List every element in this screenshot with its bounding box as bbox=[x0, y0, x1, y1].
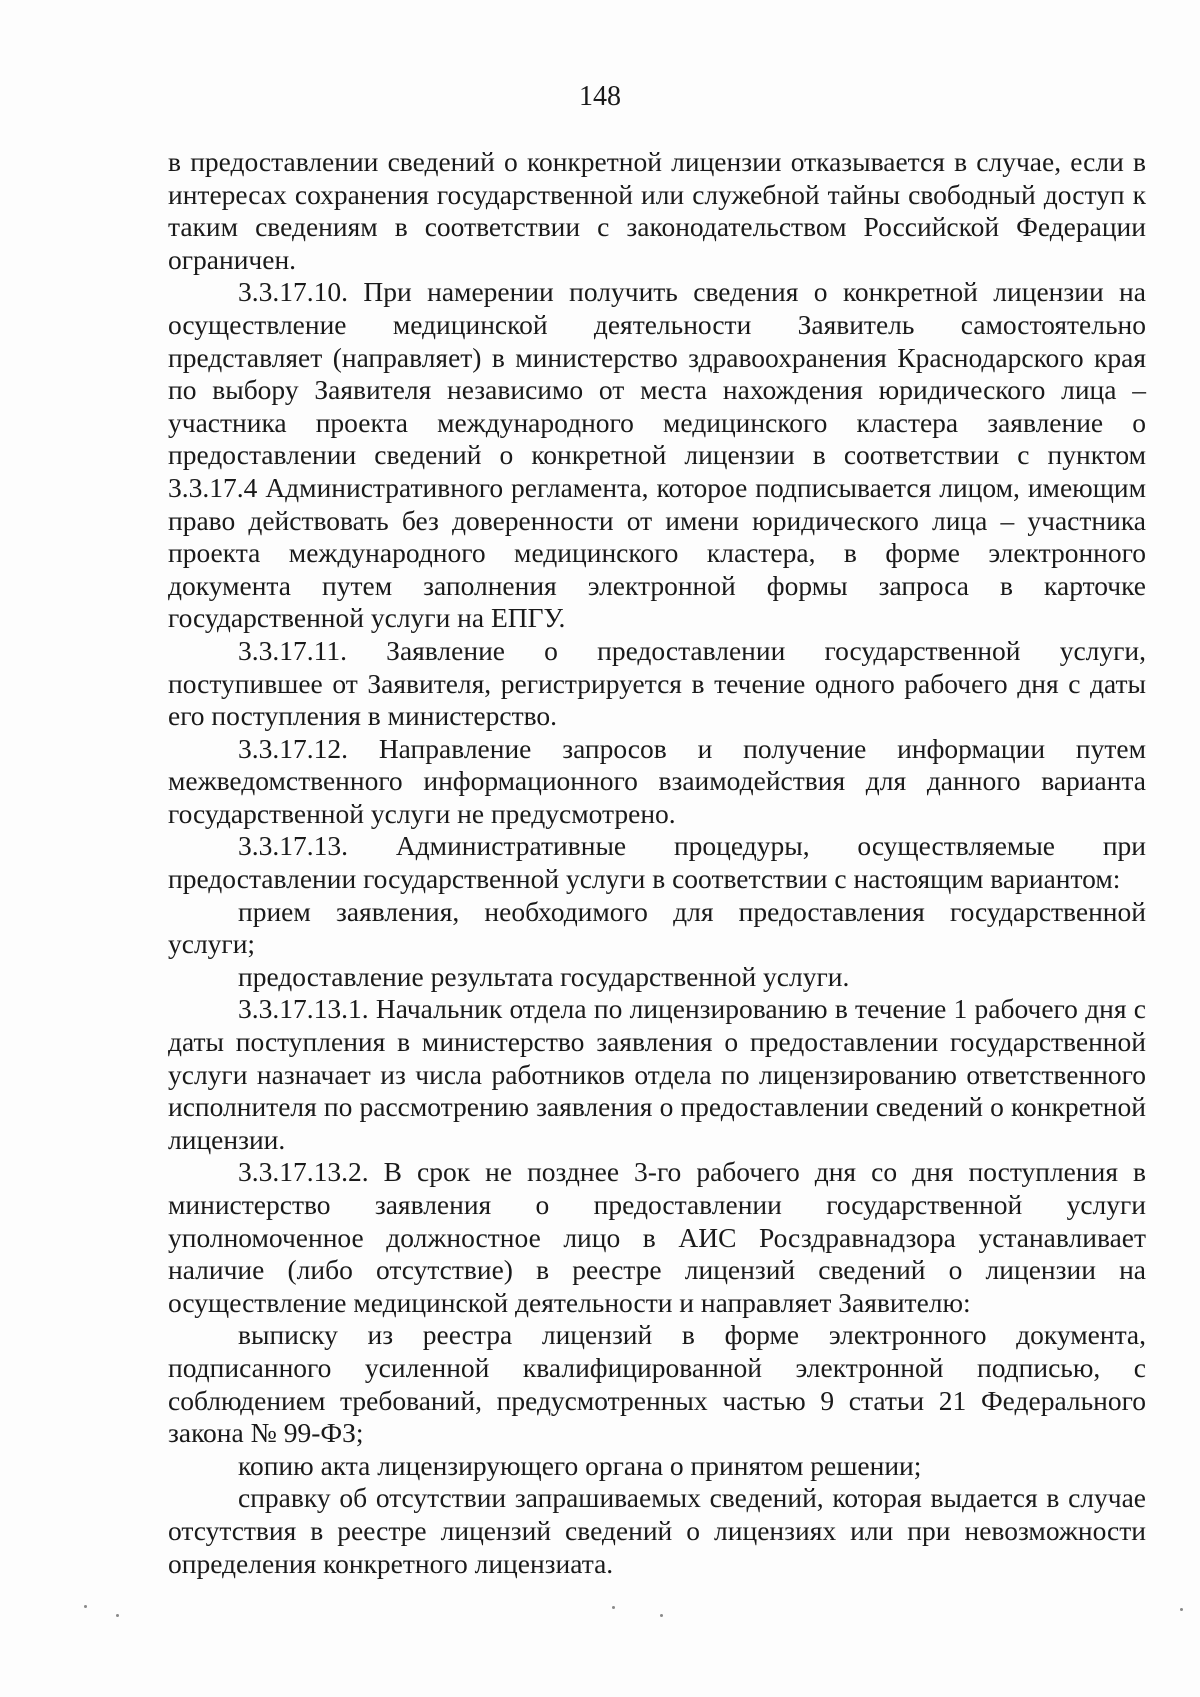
paragraph-3-3-17-12: 3.3.17.12. Направление запросов и получение информации путем межведомственного информационного взаимодействия для данного варианта государственной услуги не предусмотрено. bbox=[168, 732, 1146, 829]
scan-speck bbox=[1180, 1608, 1183, 1611]
scan-speck bbox=[612, 1606, 615, 1609]
scan-speck bbox=[660, 1614, 663, 1617]
result-item-act-copy: копию акта лицензирующего органа о принятом решении; bbox=[238, 1449, 922, 1481]
scan-speck bbox=[84, 1605, 87, 1608]
document-body bbox=[168, 146, 1146, 1580]
result-item-certificate: справку об отсутствии запрашиваемых сведений, которая выдается в случае отсутствия в реестре лицензий сведений о лицензиях или при невозможности определения конкретного лицензиата. bbox=[168, 1482, 1146, 1579]
paragraph-continuation: в предоставлении сведений о конкретной лицензии отказывается в случае, если в интересах сохранения государственной или служебной тайны свободный доступ к таким сведениям в соответствии с законодательством Российской Федерации ограничен. bbox=[168, 146, 1146, 275]
result-item-extract: выписку из реестра лицензий в форме электронного документа, подписанного усиленной квалифицированной электронной подписью, с соблюдением требований, предусмотренных частью 9 статьи 21 Федерального закона № 99-ФЗ; bbox=[168, 1319, 1146, 1449]
procedure-item-result: предоставление результата государственной услуги. bbox=[238, 960, 850, 992]
procedure-item-receipt: прием заявления, необходимого для предоставления государственной услуги; bbox=[168, 895, 1146, 960]
paragraph-3-3-17-13-2: 3.3.17.13.2. В срок не позднее 3-го рабочего дня со дня поступления в министерство заявления о предоставлении государственной услуги уполномоченное должностное лицо в АИС Росздравнадзора устанавливает наличие (либо отсутствие) в реестре лицензий сведений о лицензии на осуществление медицинской деятельности и направляет Заявителю: bbox=[168, 1156, 1146, 1318]
page-number: 148 bbox=[579, 81, 621, 112]
paragraph-3-3-17-13: 3.3.17.13. Административные процедуры, осуществляемые при предоставлении государственной услуги в соответствии с настоящим вариантом: bbox=[168, 830, 1146, 895]
paragraph-3-3-17-13-1: 3.3.17.13.1. Начальник отдела по лицензированию в течение 1 рабочего дня с даты поступления в министерство заявления о предоставлении государственной услуги назначает из числа работников отдела по лицензированию ответственного исполнителя по рассмотрению заявления о предоставлении сведений о конкретной лицензии. bbox=[168, 993, 1146, 1155]
paragraph-3-3-17-10: 3.3.17.10. При намерении получить сведения о конкретной лицензии на осуществление медицинской деятельности Заявитель самостоятельно представляет (направляет) в министерство здравоохранения Краснодарского края по выбору Заявителя независимо от места нахождения юридического лица – участника проекта международного медицинского кластера заявление о предоставлении сведений о конкретной лицензии в соответствии с пунктом 3.3.17.4 Административного регламента, которое подписывается лицом, имеющим право действовать без доверенности от имени юридического лица – участника проекта международного медицинского кластера, в форме электронного документа путем заполнения электронной формы запроса в карточке государственной услуги на ЕПГУ. bbox=[168, 276, 1146, 634]
paragraph-3-3-17-11: 3.3.17.11. Заявление о предоставлении государственной услуги, поступившее от Заявителя, регистрируется в течение одного рабочего дня с даты его поступления в министерство. bbox=[168, 634, 1146, 732]
scan-speck bbox=[116, 1614, 119, 1617]
